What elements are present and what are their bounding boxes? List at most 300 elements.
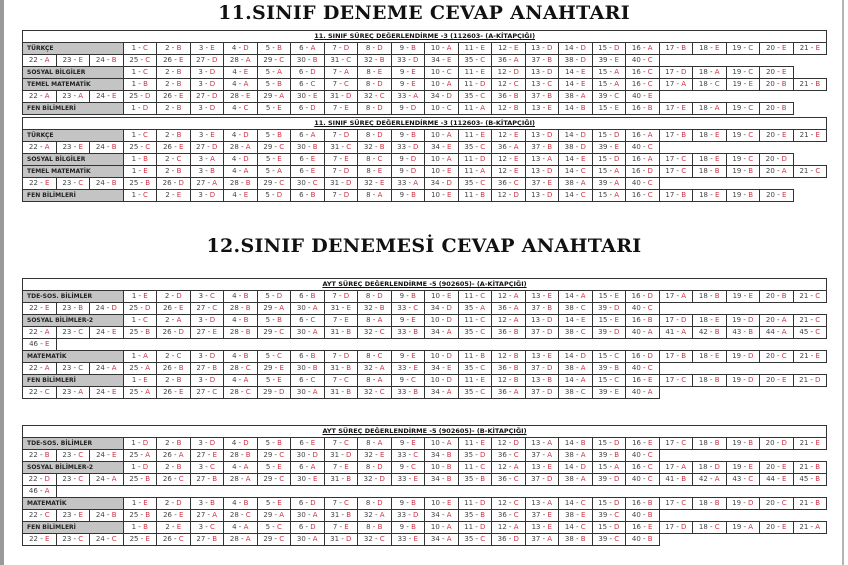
answer-letter: E <box>446 143 452 151</box>
answer-letter: E <box>513 167 519 175</box>
answer-cell <box>123 91 157 103</box>
answer-cell <box>190 178 224 190</box>
answer-cell <box>726 351 760 363</box>
answer-letter: E <box>344 523 349 531</box>
question-number: 7 - <box>332 463 345 471</box>
answer-cell <box>391 522 425 534</box>
answer-letter: C <box>815 328 821 336</box>
answer-cell <box>257 498 291 510</box>
question-number: 15 - <box>598 155 614 163</box>
question-number: 40 - <box>631 143 648 151</box>
answer-letter: C <box>480 463 486 471</box>
question-number: 21 - <box>799 463 816 471</box>
section-row <box>23 43 827 55</box>
answer-cell <box>56 474 90 486</box>
empty-cell <box>458 339 492 351</box>
question-number: 28 - <box>229 451 246 459</box>
question-number: 21 - <box>799 376 816 384</box>
answer-letter: A <box>446 44 452 52</box>
answer-cell <box>291 450 325 462</box>
question-number: 39 - <box>598 92 615 100</box>
answer-letter: B <box>176 68 182 76</box>
answer-letter: E <box>143 167 148 175</box>
answer-cell <box>592 522 626 534</box>
empty-cell <box>659 142 693 154</box>
answer-cell <box>224 510 258 522</box>
answer-cell <box>726 166 760 178</box>
question-number: 18 - <box>698 167 715 175</box>
answer-letter: A <box>480 304 486 312</box>
answer-cell <box>123 375 157 387</box>
answer-letter: D <box>446 316 452 324</box>
question-number: 37 - <box>531 56 548 64</box>
answer-cell <box>123 55 157 67</box>
answer-cell <box>659 291 693 303</box>
answer-letter: D <box>614 155 620 163</box>
answer-letter: E <box>344 463 349 471</box>
answer-letter: C <box>143 131 148 139</box>
answer-letter: E <box>714 155 720 163</box>
answer-letter: C <box>781 499 787 507</box>
answer-cell <box>693 154 727 166</box>
answer-cell <box>123 154 157 166</box>
question-number: 33 - <box>397 92 414 100</box>
answer-letter: D <box>446 376 452 384</box>
answer-letter: D <box>748 376 754 384</box>
answer-cell <box>257 474 291 486</box>
question-number: 14 - <box>564 104 581 112</box>
answer-cell <box>793 166 827 178</box>
answer-cell <box>592 43 626 55</box>
question-number: 10 - <box>431 167 447 175</box>
question-number: 1 - <box>131 463 143 471</box>
answer-cell <box>324 103 358 115</box>
answer-cell <box>157 103 191 115</box>
answer-letter: A <box>145 364 151 372</box>
question-number: 33 - <box>397 511 413 519</box>
answer-letter: D <box>446 92 452 100</box>
question-number: 9 - <box>399 463 412 471</box>
answer-cell <box>358 178 392 190</box>
answer-cell <box>23 142 57 154</box>
question-number: 24 - <box>95 475 112 483</box>
answer-letter: B <box>243 499 249 507</box>
answer-letter: B <box>748 167 754 175</box>
question-number: 14 - <box>564 292 581 300</box>
answer-letter: A <box>446 439 452 447</box>
answer-cell <box>492 327 526 339</box>
answer-letter: C <box>513 179 519 187</box>
question-number: 13 - <box>531 167 547 175</box>
answer-letter: A <box>580 475 586 483</box>
question-number: 20 - <box>766 376 782 384</box>
answer-cell <box>23 474 57 486</box>
continuation-row <box>23 303 827 315</box>
answer-letter: D <box>547 328 553 336</box>
answer-cell <box>559 303 593 315</box>
answer-letter: B <box>243 316 249 324</box>
answer-letter: B <box>245 179 251 187</box>
question-number: 13 - <box>531 376 548 384</box>
answer-cell <box>659 43 693 55</box>
answer-cell <box>324 315 358 327</box>
section-label: TEMEL MATEMATİK <box>23 166 124 178</box>
question-number: 40 - <box>631 304 648 312</box>
empty-cell <box>559 339 593 351</box>
answer-cell <box>190 67 224 79</box>
question-number: 38 - <box>564 475 581 483</box>
question-number: 5 - <box>265 191 277 199</box>
question-number: 39 - <box>598 364 615 372</box>
answer-cell <box>425 142 459 154</box>
question-number: 7 - <box>332 439 345 447</box>
answer-cell <box>123 327 157 339</box>
question-number: 6 - <box>298 68 311 76</box>
question-number: 10 - <box>430 80 447 88</box>
answer-letter: C <box>377 352 383 360</box>
answer-letter: A <box>580 179 586 187</box>
answer-cell <box>458 79 492 91</box>
answer-cell <box>492 130 526 142</box>
question-number: 28 - <box>229 388 246 396</box>
answer-cell <box>425 130 459 142</box>
question-number: 14 - <box>565 80 581 88</box>
answer-letter: D <box>748 499 754 507</box>
answer-cell <box>659 315 693 327</box>
answer-letter: B <box>346 328 352 336</box>
question-number: 3 - <box>198 352 210 360</box>
answer-letter: D <box>243 439 249 447</box>
answer-letter: B <box>480 352 486 360</box>
answer-letter: E <box>44 535 50 543</box>
answer-letter: A <box>681 463 687 471</box>
answer-letter: C <box>480 535 486 543</box>
question-number: 20 - <box>766 68 782 76</box>
question-number: 1 - <box>131 439 143 447</box>
answer-cell <box>760 67 794 79</box>
question-number: 35 - <box>464 475 481 483</box>
question-number: 23 - <box>62 475 79 483</box>
question-number: 35 - <box>464 535 481 543</box>
answer-letter: E <box>277 104 282 112</box>
answer-cell <box>358 438 392 450</box>
answer-letter: A <box>312 535 318 543</box>
answer-cell <box>291 43 325 55</box>
question-number: 17 - <box>665 292 682 300</box>
question-number: 6 - <box>299 155 311 163</box>
question-number: 16 - <box>631 167 648 175</box>
answer-cell <box>56 534 90 546</box>
answer-cell <box>291 142 325 154</box>
question-number: 23 - <box>62 511 79 519</box>
answer-cell <box>123 103 157 115</box>
answer-cell <box>592 315 626 327</box>
answer-letter: B <box>411 191 416 199</box>
question-number: 10 - <box>430 352 447 360</box>
empty-cell <box>358 339 392 351</box>
answer-letter: B <box>243 352 249 360</box>
answer-letter: E <box>344 316 349 324</box>
question-number: 13 - <box>531 316 547 324</box>
question-number: 15 - <box>598 499 614 507</box>
answer-letter: E <box>547 523 552 531</box>
question-number: 19 - <box>732 155 749 163</box>
question-number: 14 - <box>564 499 581 507</box>
question-number: 27 - <box>196 388 213 396</box>
question-number: 25 - <box>129 304 145 312</box>
empty-cell <box>659 486 693 498</box>
question-number: 3 - <box>198 155 211 163</box>
question-number: 21 - <box>799 523 816 531</box>
answer-cell <box>291 351 325 363</box>
empty-cell <box>726 339 760 351</box>
answer-cell <box>224 79 258 91</box>
answer-letter: B <box>781 104 787 112</box>
question-number: 26 - <box>163 388 179 396</box>
question-number: 9 - <box>399 376 412 384</box>
empty-cell <box>793 387 827 399</box>
answer-letter: C <box>411 376 416 384</box>
question-number: 32 - <box>363 328 380 336</box>
question-number: 15 - <box>598 44 614 52</box>
answer-letter: E <box>344 104 349 112</box>
question-number: 20 - <box>765 316 782 324</box>
question-number: 27 - <box>196 475 213 483</box>
question-number: 7 - <box>332 104 345 112</box>
answer-cell <box>492 450 526 462</box>
answer-cell <box>324 351 358 363</box>
question-number: 1 - <box>131 131 144 139</box>
answer-letter: B <box>714 499 720 507</box>
empty-cell <box>760 510 794 522</box>
answer-letter: B <box>547 56 553 64</box>
empty-cell <box>693 387 727 399</box>
question-number: 4 - <box>232 104 244 112</box>
answer-letter: E <box>111 388 117 396</box>
answer-cell <box>626 130 660 142</box>
answer-cell <box>693 67 727 79</box>
answer-cell <box>90 178 124 190</box>
answer-cell <box>492 166 526 178</box>
answer-letter: E <box>111 451 117 459</box>
grade11-title: 11.SINIF DENEME CEVAP ANAHTARI <box>218 2 630 24</box>
answer-letter: E <box>614 292 619 300</box>
answer-cell <box>391 387 425 399</box>
answer-letter: E <box>781 523 787 531</box>
answer-cell <box>157 510 191 522</box>
question-number: 18 - <box>698 104 715 112</box>
continuation-row <box>23 450 827 462</box>
answer-letter: C <box>210 463 215 471</box>
answer-cell <box>157 79 191 91</box>
answer-letter: A <box>44 56 50 64</box>
answer-letter: C <box>681 439 687 447</box>
section-row <box>23 79 827 91</box>
answer-cell <box>157 375 191 387</box>
empty-cell <box>726 534 760 546</box>
question-number: 4 - <box>231 44 244 52</box>
question-number: 5 - <box>265 131 278 139</box>
answer-cell <box>257 166 291 178</box>
answer-letter: B <box>580 104 586 112</box>
question-number: 17 - <box>665 131 682 139</box>
answer-letter: C <box>143 316 148 324</box>
section-row <box>23 522 827 534</box>
question-number: 35 - <box>464 364 481 372</box>
question-number: 37 - <box>531 143 548 151</box>
answer-cell <box>492 291 526 303</box>
answer-letter: B <box>411 499 416 507</box>
answer-cell <box>659 67 693 79</box>
question-number: 21 - <box>799 167 816 175</box>
answer-letter: A <box>614 167 620 175</box>
answer-letter: D <box>243 155 249 163</box>
question-number: 7 - <box>332 44 344 52</box>
answer-cell <box>257 522 291 534</box>
question-number: 16 - <box>631 80 648 88</box>
answer-letter: A <box>647 131 653 139</box>
answer-cell <box>391 154 425 166</box>
answer-letter: B <box>413 328 419 336</box>
question-number: 39 - <box>598 511 615 519</box>
answer-cell <box>257 67 291 79</box>
answer-letter: B <box>310 352 316 360</box>
question-number: 37 - <box>531 475 547 483</box>
answer-letter: E <box>379 179 385 187</box>
page-left-edge <box>0 0 4 565</box>
question-number: 29 - <box>263 56 280 64</box>
answer-letter: E <box>44 340 50 348</box>
answer-letter: D <box>209 80 216 88</box>
question-number: 4 - <box>232 167 244 175</box>
question-number: 23 - <box>62 143 79 151</box>
question-number: 30 - <box>296 451 313 459</box>
answer-letter: A <box>212 179 218 187</box>
answer-letter: C <box>480 292 486 300</box>
answer-cell <box>525 190 559 202</box>
answer-cell <box>23 327 57 339</box>
empty-cell <box>760 91 794 103</box>
answer-cell <box>90 303 124 315</box>
question-number: 8 - <box>365 292 378 300</box>
empty-cell <box>726 363 760 375</box>
answer-cell <box>123 522 157 534</box>
question-number: 14 - <box>565 68 581 76</box>
answer-cell <box>626 79 660 91</box>
answer-cell <box>157 327 191 339</box>
answer-letter: C <box>547 80 553 88</box>
answer-letter: C <box>647 68 653 76</box>
question-number: 41 - <box>665 475 682 483</box>
answer-letter: C <box>277 352 282 360</box>
answer-cell <box>760 522 794 534</box>
question-number: 19 - <box>732 104 749 112</box>
question-number: 38 - <box>564 328 581 336</box>
answer-cell <box>324 522 358 534</box>
answer-letter: C <box>44 511 50 519</box>
answer-letter: E <box>580 80 586 88</box>
question-number: 9 - <box>399 80 412 88</box>
answer-cell <box>190 55 224 67</box>
answer-cell <box>458 387 492 399</box>
answer-letter: C <box>78 451 84 459</box>
answer-cell <box>358 363 392 375</box>
answer-cell <box>425 363 459 375</box>
question-number: 23 - <box>62 179 79 187</box>
answer-cell <box>659 166 693 178</box>
question-number: 16 - <box>631 131 648 139</box>
answer-letter: D <box>413 143 419 151</box>
answer-cell <box>90 510 124 522</box>
empty-cell <box>257 339 291 351</box>
answer-letter: D <box>413 511 419 519</box>
answer-letter: D <box>276 292 283 300</box>
empty-cell <box>90 486 124 498</box>
answer-cell <box>324 387 358 399</box>
answer-cell <box>324 291 358 303</box>
answer-cell <box>525 178 559 190</box>
answer-letter: C <box>681 167 687 175</box>
answer-letter: A <box>312 388 318 396</box>
answer-letter: B <box>145 511 151 519</box>
answer-letter: C <box>245 388 251 396</box>
answer-cell <box>492 43 526 55</box>
answer-cell <box>257 462 291 474</box>
answer-letter: B <box>245 451 251 459</box>
answer-letter: A <box>143 352 148 360</box>
answer-cell <box>157 142 191 154</box>
answer-letter: E <box>111 92 117 100</box>
answer-letter: E <box>310 155 316 163</box>
answer-cell <box>291 327 325 339</box>
question-number: 38 - <box>564 451 581 459</box>
question-number: 21 - <box>799 439 816 447</box>
question-number: 11 - <box>464 523 480 531</box>
answer-letter: A <box>243 463 249 471</box>
question-number: 16 - <box>631 68 648 76</box>
question-number: 19 - <box>732 131 749 139</box>
question-number: 42 - <box>698 328 715 336</box>
question-number: 3 - <box>198 131 211 139</box>
answer-cell <box>458 450 492 462</box>
empty-cell <box>693 91 727 103</box>
answer-cell <box>525 79 559 91</box>
answer-cell <box>324 450 358 462</box>
question-number: 4 - <box>232 463 244 471</box>
question-number: 31 - <box>330 92 346 100</box>
answer-cell <box>492 375 526 387</box>
answer-letter: B <box>647 316 653 324</box>
question-number: 22 - <box>28 328 45 336</box>
answer-cell <box>492 363 526 375</box>
answer-letter: B <box>681 352 687 360</box>
question-number: 34 - <box>430 451 447 459</box>
question-number: 13 - <box>531 155 548 163</box>
question-number: 5 - <box>265 352 278 360</box>
answer-letter: C <box>44 388 50 396</box>
question-number: 23 - <box>62 388 79 396</box>
question-number: 7 - <box>332 80 345 88</box>
question-number: 20 - <box>765 80 782 88</box>
answer-letter: B <box>143 80 148 88</box>
answer-letter: C <box>310 316 316 324</box>
continuation-row <box>23 510 827 522</box>
answer-letter: A <box>647 155 653 163</box>
question-number: 7 - <box>332 167 344 175</box>
answer-letter: C <box>513 511 519 519</box>
question-number: 34 - <box>430 475 447 483</box>
question-number: 28 - <box>229 304 246 312</box>
